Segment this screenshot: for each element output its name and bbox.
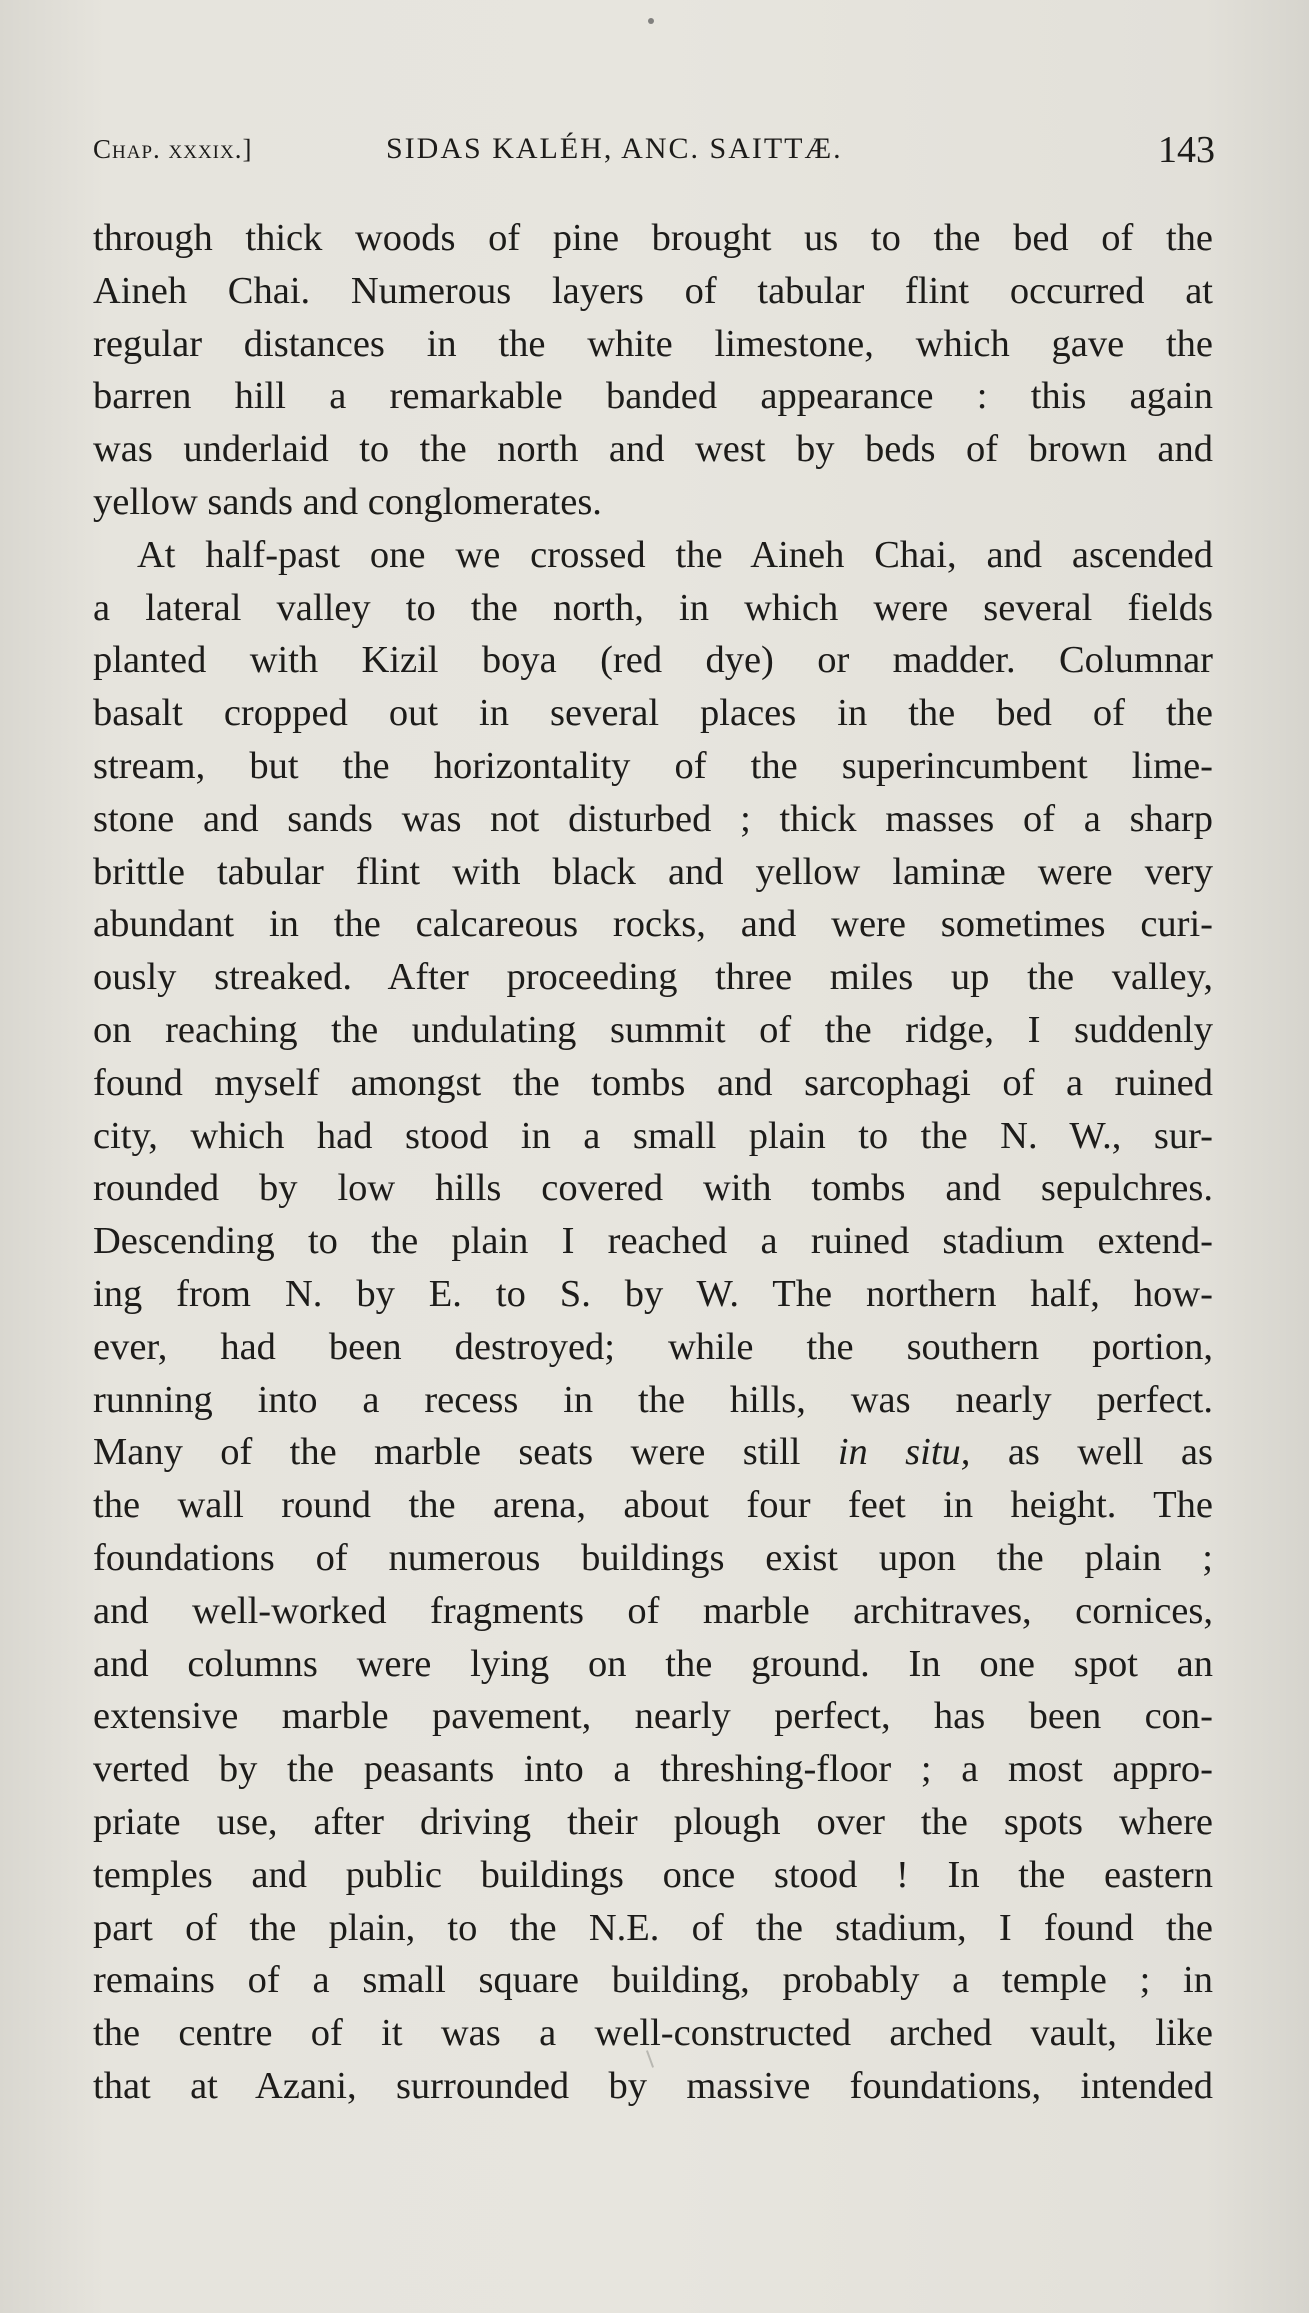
running-title: SIDAS KALÉH, ANC. SAITTÆ. (386, 132, 843, 165)
text-line: the centre of it was a well-constructed arched vault, like (93, 2012, 1213, 2055)
text-line: city, which had stood in a small plain to the N. W., sur- (93, 1114, 1213, 1157)
text-line: Aineh Chai. Numerous layers of tabular flint occurred at (93, 269, 1213, 312)
text-line: temples and public buildings once stood ! In the eastern (93, 1853, 1213, 1896)
text-line: the wall round the arena, about four feet in height. The (93, 1484, 1213, 1527)
text-line: verted by the peasants into a threshing-floor ; a most appro- (93, 1748, 1213, 1791)
text-line: abundant in the calcareous rocks, and were sometimes curi- (93, 903, 1213, 946)
text-segment: Many of the marble seats were still (93, 1431, 838, 1474)
paragraph-start-line: At half-past one we crossed the Aineh Chai, and ascended (137, 533, 1213, 576)
text-line: basalt cropped out in several places in the bed of the (93, 692, 1213, 735)
text-line: was underlaid to the north and west by beds of brown and (93, 428, 1213, 471)
text-line: ever, had been destroyed; while the southern portion, (93, 1325, 1213, 1368)
text-line: ing from N. by E. to S. by W. The northern half, how- (93, 1272, 1213, 1315)
text-line: part of the plain, to the N.E. of the stadium, I found the (93, 1906, 1213, 1949)
page-dot (648, 18, 654, 24)
text-line: priate use, after driving their plough over the spots where (93, 1800, 1213, 1843)
running-head (93, 128, 1215, 172)
text-line: and well-worked fragments of marble architraves, cornices, (93, 1589, 1213, 1632)
text-line: stream, but the horizontality of the superincumbent lime- (93, 744, 1213, 787)
text-line: running into a recess in the hills, was nearly perfect. (93, 1378, 1213, 1421)
text-line: yellow sands and conglomerates. (93, 480, 602, 523)
text-line: through thick woods of pine brought us to the bed of the (93, 217, 1213, 259)
text-line: brittle tabular flint with black and yellow laminæ were very (93, 850, 1213, 893)
text-line: on reaching the undulating summit of the ridge, I suddenly (93, 1008, 1213, 1051)
page-number: 143 (1158, 129, 1215, 171)
text-line: barren hill a remarkable banded appearance : this again (93, 375, 1213, 418)
text-line: remains of a small square building, probably a temple ; in (93, 1959, 1213, 2002)
text-line-with-italic (93, 1426, 1213, 1479)
text-line: Descending to the plain I reached a ruined stadium extend- (93, 1220, 1213, 1263)
text-line: stone and sands was not disturbed ; thick masses of a sharp (93, 797, 1213, 840)
text-line: found myself amongst the tombs and sarcophagi of a ruined (93, 1061, 1213, 1104)
body-text (93, 212, 1213, 2113)
text-line: a lateral valley to the north, in which were several fields (93, 586, 1213, 629)
text-line: foundations of numerous buildings exist upon the plain ; (93, 1536, 1213, 1579)
text-line: planted with Kizil boya (red dye) or madder. Columnar (93, 639, 1213, 682)
text-line: rounded by low hills covered with tombs and sepulchres. (93, 1167, 1213, 1210)
chapter-label: Chap. xxxix.] (93, 134, 253, 164)
text-segment: as well as (970, 1431, 1213, 1474)
text-line: regular distances in the white limestone, which gave the (93, 322, 1213, 365)
text-line: and columns were lying on the ground. In one spot an (93, 1642, 1213, 1685)
text-line: extensive marble pavement, nearly perfect, has been con- (93, 1695, 1213, 1738)
text-line: that at Azani, surrounded by massive foundations, intended (93, 2064, 1213, 2107)
text-line: ously streaked. After proceeding three miles up the valley, (93, 956, 1213, 999)
italic-phrase: in situ, (837, 1431, 971, 1474)
